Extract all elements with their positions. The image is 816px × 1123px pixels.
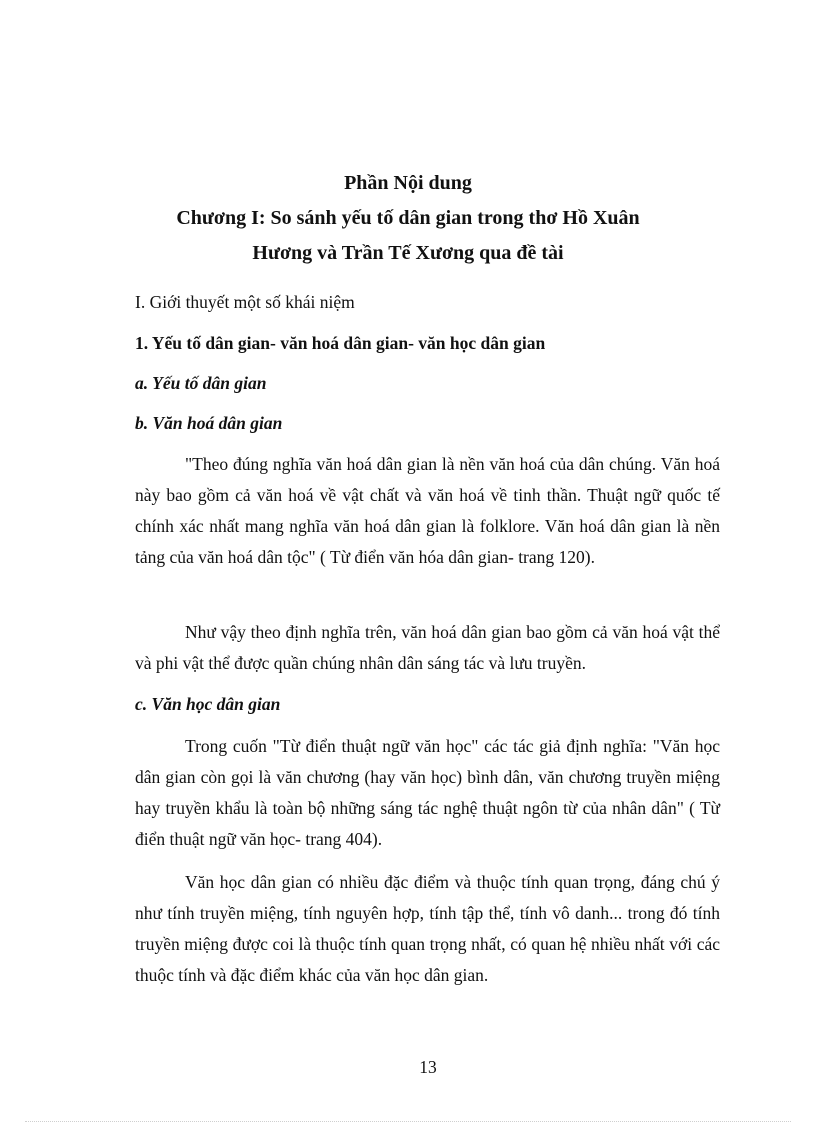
paragraph-4: Văn học dân gian có nhiều đặc điểm và thuộc tính quan trọng, đáng chú ý như tính truyền miệng, tính nguyên hợp, tính tập thể, tính vô danh... trong đó tính truyền miệng được coi là thuộc tính quan trọng nhất, có quan hệ nhiều nhất với các thuộc tính và đặc điểm khác của văn học dân gian. [135,872,720,985]
page-bottom-divider [25,1121,791,1122]
heading-b: b. Văn hoá dân gian [135,413,283,433]
chapter-title-line2: Hương và Trần Tế Xương qua đề tài [252,242,564,264]
heading-a: a. Yếu tố dân gian [135,373,267,393]
heading-1: 1. Yếu tố dân gian- văn hoá dân gian- văn học dân gian [135,333,546,353]
section-title: Phần Nội dung [344,172,472,194]
paragraph-2: Như vậy theo định nghĩa trên, văn hoá dân gian bao gồm cả văn hoá vật thể và phi vật thể được quần chúng nhân dân sáng tác và lưu truyền. [135,622,720,673]
page-number: 13 [419,1057,437,1077]
heading-section-I: I. Giới thuyết một số khái niệm [135,292,355,312]
chapter-title-line1: Chương I: So sánh yếu tố dân gian trong thơ Hồ Xuân [176,207,640,229]
paragraph-1: "Theo đúng nghĩa văn hoá dân gian là nền văn hoá của dân chúng. Văn hoá này bao gồm cả văn hoá về vật chất và văn hoá về tinh thần. Thuật ngữ quốc tế chính xác nhất mang nghĩa văn hoá dân gian là folklore. Văn hoá dân gian là nền tảng của văn hoá dân tộc" ( Từ điển văn hóa dân gian- trang 120). [135,454,720,567]
heading-c: c. Văn học dân gian [135,694,281,714]
paragraph-3: Trong cuốn "Từ điển thuật ngữ văn học" các tác giả định nghĩa: "Văn học dân gian còn gọi là văn chương (hay văn học) bình dân, văn chương truyền miệng hay truyền khẩu là toàn bộ những sáng tác nghệ thuật ngôn từ của nhân dân" ( Từ điển thuật ngữ văn học- trang 404). [135,736,720,849]
